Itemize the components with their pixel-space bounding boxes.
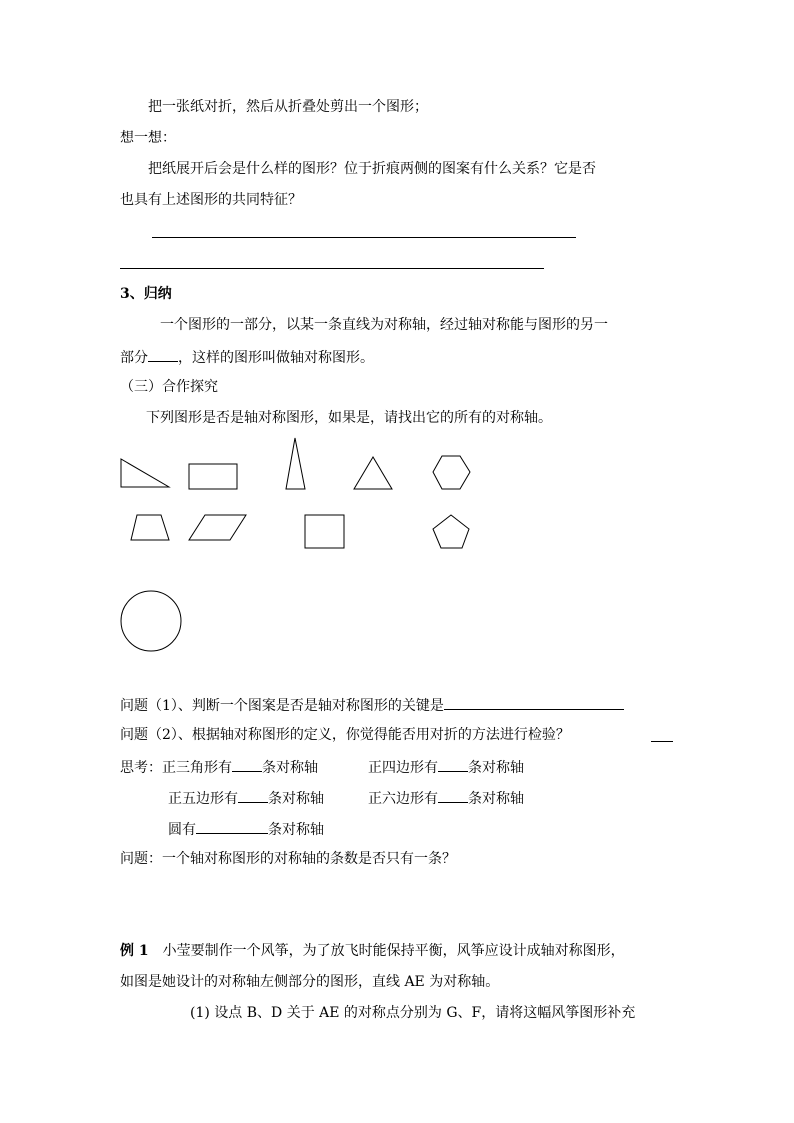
think-label: 思考： <box>120 760 162 776</box>
question-1-text: 问题（1）、判断一个图案是否是轴对称图形的关键是 <box>120 698 444 714</box>
pentagon-axes-label: 正五边形有 <box>168 791 238 807</box>
circle-axes-blank[interactable] <box>196 818 268 834</box>
definition-post: ，这样的图形叫做轴对称图形。 <box>178 350 374 366</box>
pentagon-axes-suffix: 条对称轴 <box>268 791 324 807</box>
paragraph-question-line1: 把纸展开后会是什么样的图形？位于折痕两侧的图案有什么关系？它是否 <box>148 161 596 177</box>
definition-pre: 部分 <box>120 350 148 366</box>
question-2-blank[interactable] <box>651 741 673 742</box>
section-3-heading: 3、归纳 <box>120 286 172 302</box>
triangle-axes-blank[interactable] <box>232 756 262 772</box>
circle-axes-suffix: 条对称轴 <box>268 822 324 838</box>
question-3: 问题：一个轴对称图形的对称轴的条数是否只有一条？ <box>120 851 456 867</box>
square-icon <box>305 515 344 548</box>
equilateral-triangle-icon <box>354 457 392 489</box>
example-1-label: 例 1 <box>120 943 149 959</box>
paragraph-think-label: 想一想： <box>120 130 176 146</box>
think-row-1 <box>120 756 318 778</box>
hexagon-axes-blank[interactable] <box>438 787 468 803</box>
example-1-line2: 如图是她设计的对称轴左侧部分的图形，直线 AE 为对称轴。 <box>120 974 500 990</box>
circle-icon <box>121 591 181 651</box>
square-axes-suffix: 条对称轴 <box>468 760 524 776</box>
triangle-axes-suffix: 条对称轴 <box>262 760 318 776</box>
hexagon-axes-label: 正六边形有 <box>368 791 438 807</box>
parallelogram-icon <box>189 515 246 540</box>
pentagon-icon <box>433 515 469 548</box>
question-1 <box>120 694 624 716</box>
circle-axes-label: 圆有 <box>168 822 196 838</box>
paragraph-question-line2: 也具有上述图形的共同特征？ <box>120 192 302 208</box>
square-axes-label: 正四边形有 <box>368 760 438 776</box>
paragraph-fold-paper: 把一张纸对折，然后从折叠处剪出一个图形； <box>148 99 428 115</box>
example-1-line3: (1) 设点 B、D 关于 AE 的对称点分别为 G、F，请将这幅风筝图形补充 <box>190 1005 636 1021</box>
think-row-1b <box>368 756 524 778</box>
triangle-axes-label: 正三角形有 <box>162 760 232 776</box>
right-triangle-icon <box>121 459 169 487</box>
question-2 <box>120 725 570 745</box>
example-1-text: 小莹要制作一个风筝，为了放飞时能保持平衡，风筝应设计成轴对称图形， <box>162 943 625 959</box>
example-1-line1 <box>120 941 625 961</box>
section-san-instruction: 下列图形是否是轴对称图形，如果是，请找出它的所有的对称轴。 <box>146 410 552 426</box>
rectangle-icon <box>189 464 237 489</box>
think-row-2 <box>168 787 324 809</box>
section-san-heading: （三）合作探究 <box>120 379 218 395</box>
square-axes-blank[interactable] <box>438 756 468 772</box>
think-row-2b <box>368 787 524 809</box>
trapezoid-icon <box>131 515 169 540</box>
question-1-blank[interactable] <box>444 694 624 710</box>
question-2-text: 问题（2）、根据轴对称图形的定义，你觉得能否用对折的方法进行检验？ <box>120 727 570 743</box>
think-row-3 <box>168 818 324 840</box>
pentagon-axes-blank[interactable] <box>238 787 268 803</box>
tall-isosceles-triangle-icon <box>286 438 305 489</box>
section-3-definition-line1: 一个图形的一部分，以某一条直线为对称轴，经过轴对称能与图形的另一 <box>160 317 608 333</box>
hexagon-axes-suffix: 条对称轴 <box>468 791 524 807</box>
hexagon-icon <box>433 456 470 489</box>
